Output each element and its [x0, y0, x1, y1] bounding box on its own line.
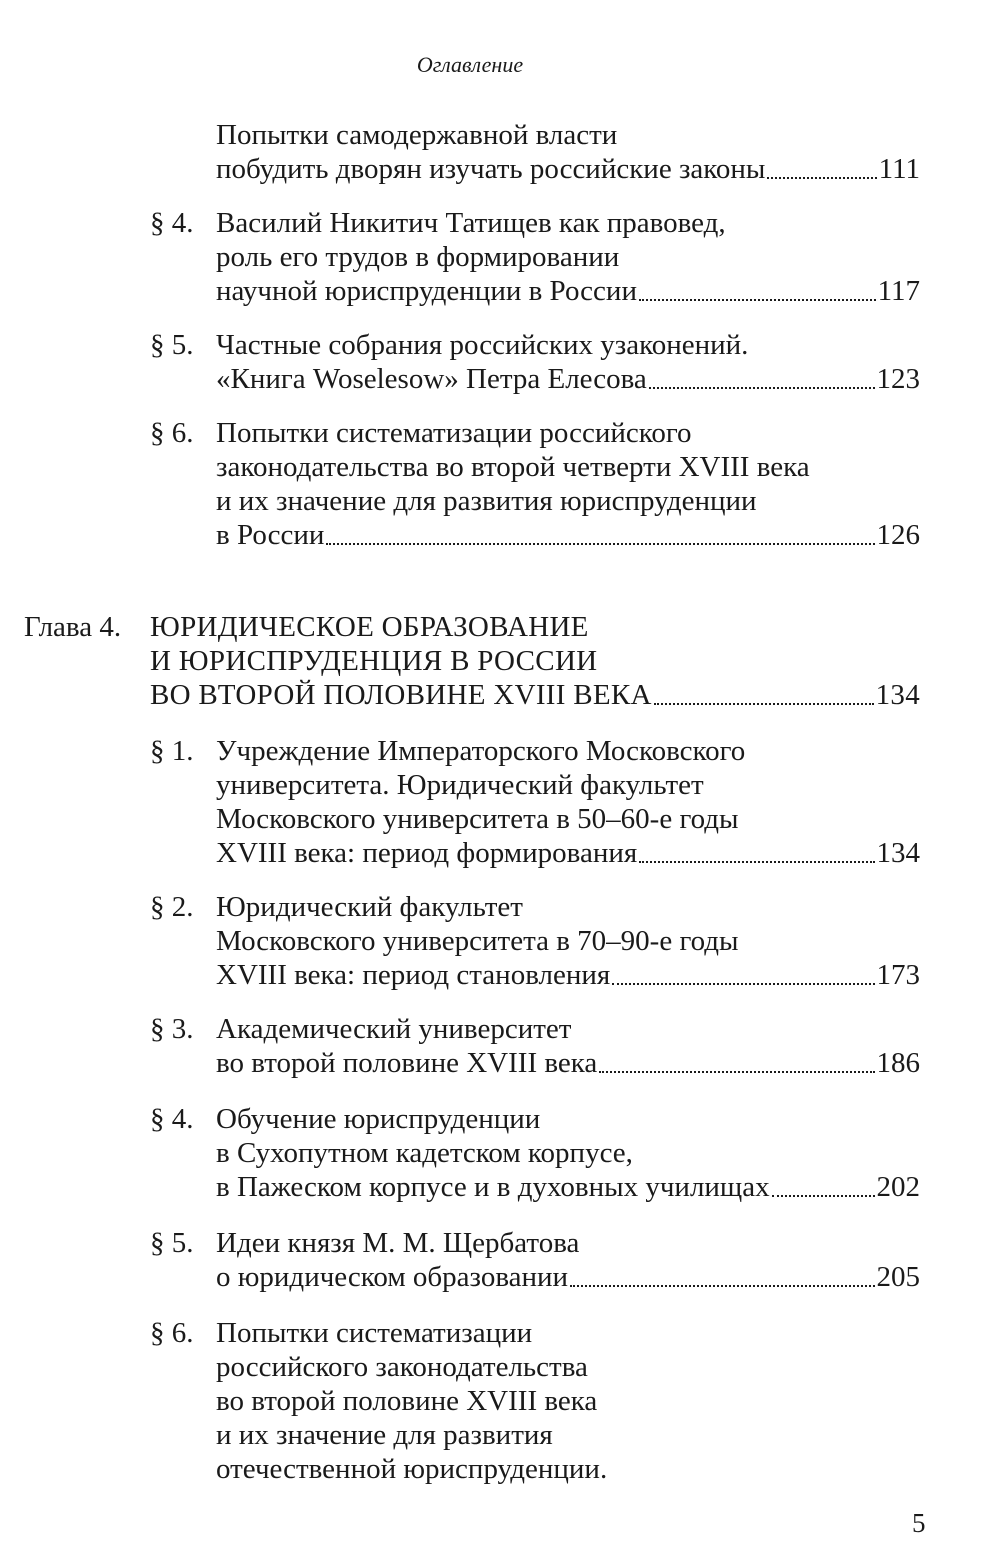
leader-dots — [654, 703, 874, 705]
toc-page-number: 186 — [876, 1047, 920, 1079]
toc-entry-title: во второй половине XVIII века — [216, 1047, 598, 1079]
toc-page-number: 173 — [876, 959, 920, 991]
toc-entry-last-line[interactable] — [216, 274, 920, 308]
toc-page-number: 202 — [876, 1171, 920, 1203]
chapter-title-line: И ЮРИСПРУДЕНЦИЯ В РОССИИ — [150, 645, 598, 677]
toc-page-number: 126 — [876, 519, 920, 551]
toc-line: Юридический факультет — [216, 891, 523, 923]
toc-page-number: 134 — [875, 679, 920, 711]
toc-page-number: 117 — [877, 275, 920, 307]
toc-line: во второй половине XVIII века — [216, 1385, 598, 1417]
toc-line: Московского университета в 50–60-е годы — [216, 803, 739, 835]
leader-dots — [639, 861, 874, 863]
toc-entry-title: XVIII века: период становления — [216, 959, 611, 991]
section-label: § 6. — [150, 1317, 194, 1349]
toc-line: отечественной юриспруденции. — [216, 1453, 608, 1485]
chapter-title: ВО ВТОРОЙ ПОЛОВИНЕ XVIII ВЕКА — [150, 679, 652, 711]
toc-line: Идеи князя М. М. Щербатова — [216, 1227, 580, 1259]
toc-line: Попытки систематизации — [216, 1317, 533, 1349]
toc-line: Василий Никитич Татищев как правовед, — [216, 207, 726, 239]
toc-entry-title: в России — [216, 519, 325, 551]
section-label: § 3. — [150, 1013, 194, 1045]
page-number: 5 — [912, 1508, 926, 1538]
toc-entry-title: побудить дворян изучать российские законы — [216, 153, 766, 185]
section-label: § 1. — [150, 735, 194, 767]
toc-page-number: 111 — [878, 153, 920, 185]
toc-entry-last-line[interactable] — [216, 1170, 920, 1204]
toc-line: Частные собрания российских узаконений. — [216, 329, 749, 361]
toc-entry-title: о юридическом образовании — [216, 1261, 569, 1293]
toc-line: и их значение для развития — [216, 1419, 553, 1451]
toc-entry-last-line[interactable] — [216, 1046, 920, 1080]
toc-line: законодательства во второй четверти XVIII века — [216, 451, 810, 483]
toc-line: Попытки самодержавной власти — [216, 119, 618, 151]
toc-entry-last-line[interactable] — [216, 958, 920, 992]
toc-entry-title: «Книга Woselesow» Петра Елесова — [216, 363, 647, 395]
toc-line: Обучение юриспруденции — [216, 1103, 541, 1135]
toc-page-number: 123 — [876, 363, 920, 395]
chapter-title-line: ЮРИДИЧЕСКОЕ ОБРАЗОВАНИЕ — [150, 611, 589, 643]
leader-dots — [326, 543, 874, 545]
toc-entry-title: научной юриспруденции в России — [216, 275, 637, 307]
toc-line: Академический университет — [216, 1013, 572, 1045]
toc-line: Попытки систематизации российского — [216, 417, 692, 449]
section-label: § 4. — [150, 207, 194, 239]
toc-line: и их значение для развития юриспруденции — [216, 485, 757, 517]
section-label: § 2. — [150, 891, 194, 923]
leader-dots — [649, 387, 875, 389]
toc-entry-title: в Пажеском корпусе и в духовных училищах — [216, 1171, 770, 1203]
running-head: Оглавление — [416, 52, 524, 77]
toc-line: роль его трудов в формировании — [216, 241, 620, 273]
leader-dots — [612, 983, 874, 985]
chapter-label: Глава 4. — [24, 611, 122, 643]
toc-entry-last-line[interactable] — [216, 152, 920, 186]
section-label: § 6. — [150, 417, 194, 449]
toc-line: российского законодательства — [216, 1351, 588, 1383]
leader-dots — [599, 1071, 874, 1073]
section-label: § 4. — [150, 1103, 194, 1135]
toc-entry-last-line[interactable] — [216, 836, 920, 870]
leader-dots — [767, 177, 876, 179]
toc-entry-last-line[interactable] — [216, 362, 920, 396]
toc-page-number: 205 — [876, 1261, 920, 1293]
toc-entry-last-line[interactable] — [150, 678, 920, 712]
toc-entry-last-line[interactable] — [216, 1260, 920, 1294]
toc-entry-title: XVIII века: период формирования — [216, 837, 638, 869]
toc-line: в Сухопутном кадетском корпусе, — [216, 1137, 633, 1169]
leader-dots — [639, 299, 876, 301]
toc-line: университета. Юридический факультет — [216, 769, 704, 801]
section-label: § 5. — [150, 1227, 194, 1259]
toc-entry-last-line[interactable] — [216, 518, 920, 552]
toc-line: Московского университета в 70–90-е годы — [216, 925, 739, 957]
toc-line: Учреждение Императорского Московского — [216, 735, 746, 767]
leader-dots — [570, 1285, 874, 1287]
leader-dots — [772, 1195, 875, 1197]
section-label: § 5. — [150, 329, 194, 361]
toc-page-number: 134 — [876, 837, 920, 869]
